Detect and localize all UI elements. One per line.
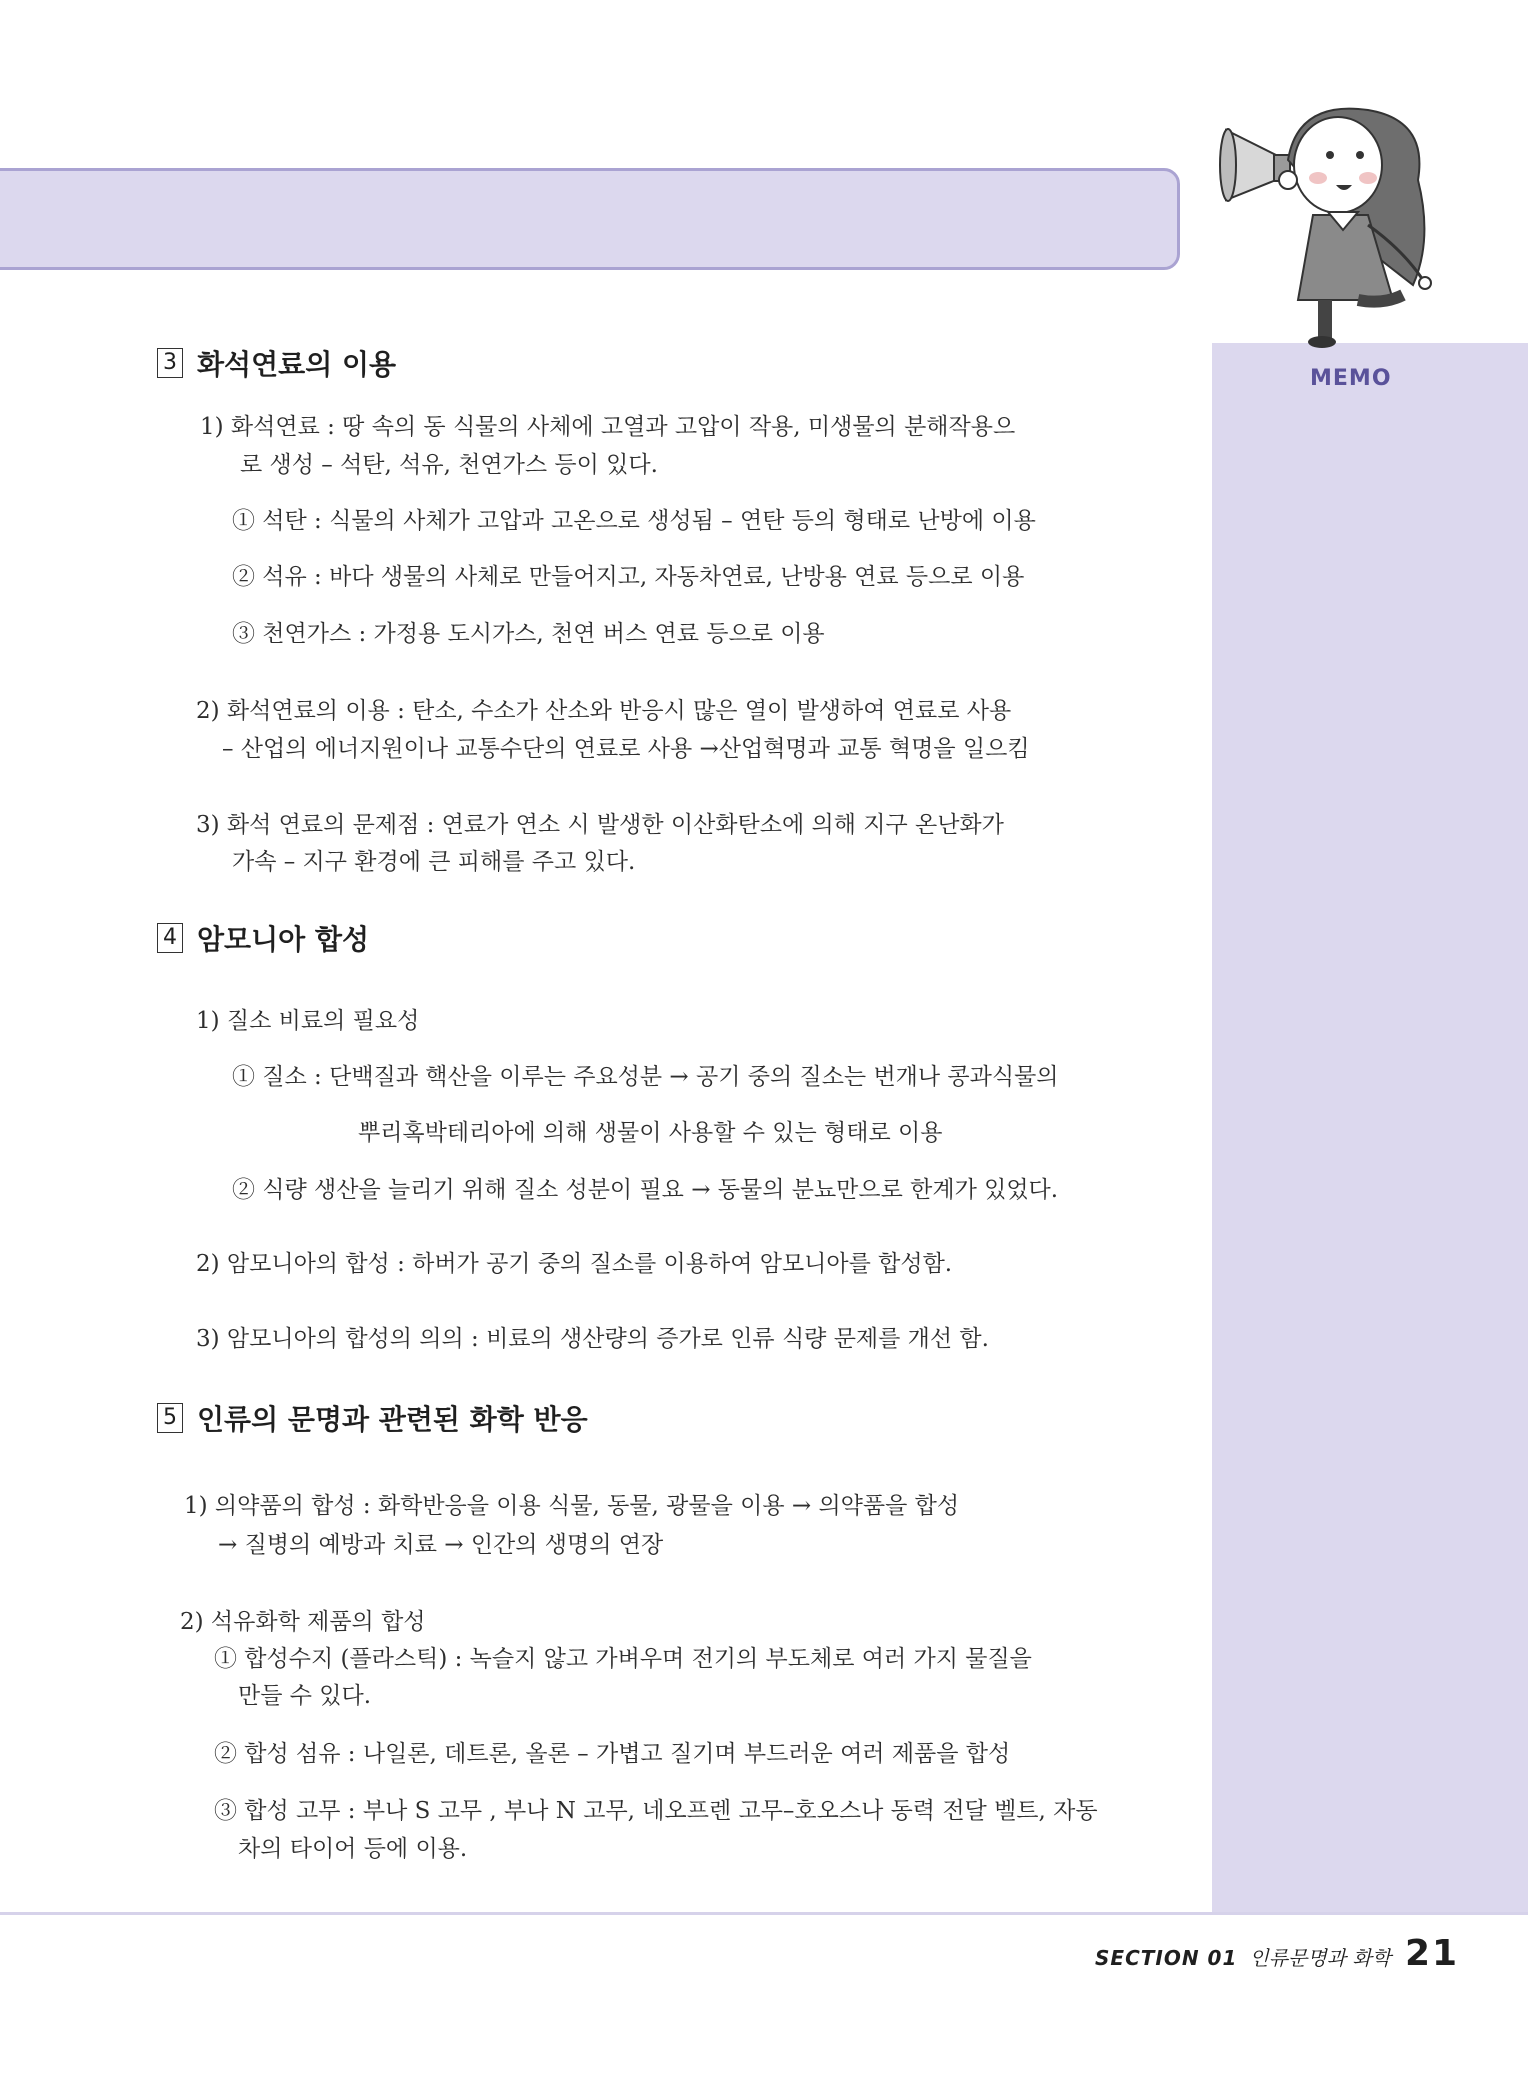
text-line: 로 생성 – 석탄, 석유, 천연가스 등이 있다.	[240, 452, 658, 478]
mascot-girl-megaphone-icon	[1218, 100, 1468, 350]
section-heading-5	[157, 1398, 588, 1438]
section-number: 5	[157, 1403, 183, 1433]
text-line: 1) 화석연료 : 땅 속의 동 식물의 사체에 고열과 고압이 작용, 미생물의 분해작용으	[200, 414, 1016, 440]
text-line: 2) 석유화학 제품의 합성	[180, 1609, 426, 1635]
page-footer	[1095, 1933, 1459, 1974]
text-line: ② 식량 생산을 늘리기 위해 질소 성분이 필요 → 동물의 분뇨만으로 한계가 있었다.	[232, 1177, 1059, 1203]
section-title: 화석연료의 이용	[197, 348, 397, 381]
text-line: 만들 수 있다.	[238, 1683, 372, 1709]
section-heading-3	[157, 343, 396, 383]
text-line: 3) 암모니아의 합성의 의의 : 비료의 생산량의 증가로 인류 식량 문제를 개선 함.	[196, 1326, 989, 1352]
section-number: 4	[157, 923, 183, 953]
text-line: ① 질소 : 단백질과 핵산을 이루는 주요성분 → 공기 중의 질소는 번개나 콩과식물의	[232, 1064, 1059, 1090]
section-number: 3	[157, 348, 183, 378]
page-number: 21	[1404, 1933, 1460, 1974]
memo-label: MEMO	[1310, 366, 1392, 391]
text-line: 2) 화석연료의 이용 : 탄소, 수소가 산소와 반응시 많은 열이 발생하여 연료로 사용	[196, 698, 1012, 724]
text-line: 2) 암모니아의 합성 : 하버가 공기 중의 질소를 이용하여 암모니아를 합성함.	[196, 1251, 953, 1277]
text-line: 가속 – 지구 환경에 큰 피해를 주고 있다.	[232, 849, 636, 875]
text-line: → 질병의 예방과 치료 → 인간의 생명의 연장	[218, 1532, 664, 1558]
text-line: ① 합성수지 (플라스틱) : 녹슬지 않고 가벼우며 전기의 부도체로 여러 가지 물질을	[214, 1646, 1032, 1672]
section-title: 암모니아 합성	[197, 923, 370, 956]
footer-section: SECTION 01	[1095, 1946, 1238, 1970]
text-line: 1) 질소 비료의 필요성	[196, 1008, 420, 1034]
text-line: 1) 의약품의 합성 : 화학반응을 이용 식물, 동물, 광물을 이용 → 의약품을 합성	[184, 1493, 960, 1519]
text-line: ③ 천연가스 : 가정용 도시가스, 천연 버스 연료 등으로 이용	[232, 621, 825, 647]
bottom-divider	[0, 1912, 1528, 1915]
text-line: 차의 타이어 등에 이용.	[238, 1836, 468, 1862]
text-line: – 산업의 에너지원이나 교통수단의 연료로 사용 →산업혁명과 교통 혁명을 일으킴	[222, 736, 1030, 762]
text-line: ② 합성 섬유 : 나일론, 데트론, 올론 – 가볍고 질기며 부드러운 여러 제품을 합성	[214, 1741, 1011, 1767]
footer-chapter: 인류문명과 화학	[1249, 1946, 1391, 1970]
text-line: 뿌리혹박테리아에 의해 생물이 사용할 수 있는 형태로 이용	[358, 1120, 943, 1146]
memo-column	[1212, 343, 1528, 1913]
header-banner	[0, 168, 1180, 270]
text-line: ② 석유 : 바다 생물의 사체로 만들어지고, 자동차연료, 난방용 연료 등으로 이용	[232, 564, 1025, 590]
text-line: ③ 합성 고무 : 부나 S 고무 , 부나 N 고무, 네오프렌 고무–호오스나 동력 전달 벨트, 자동	[214, 1798, 1098, 1824]
text-line: ① 석탄 : 식물의 사체가 고압과 고온으로 생성됨 – 연탄 등의 형태로 난방에 이용	[232, 508, 1036, 534]
section-heading-4	[157, 918, 369, 958]
section-title: 인류의 문명과 관련된 화학 반응	[197, 1403, 588, 1436]
text-line: 3) 화석 연료의 문제점 : 연료가 연소 시 발생한 이산화탄소에 의해 지구 온난화가	[196, 812, 1004, 838]
